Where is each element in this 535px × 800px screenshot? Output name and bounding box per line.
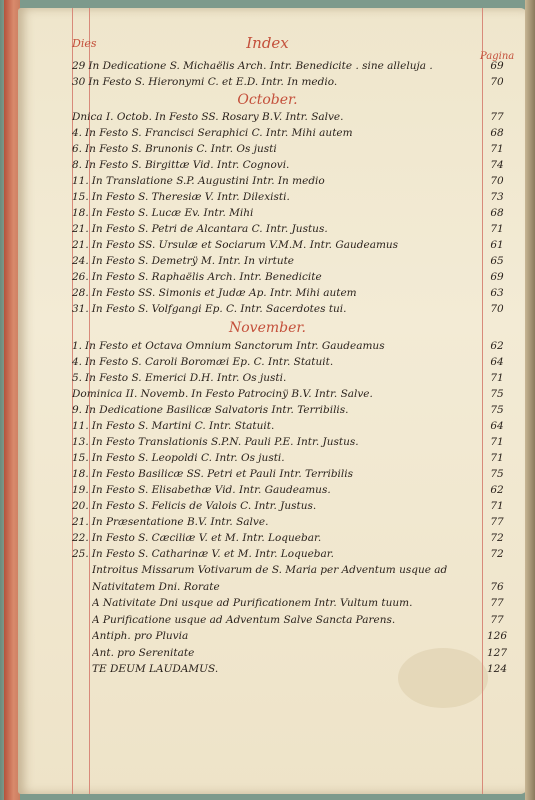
index-entry — [72, 451, 472, 466]
entry-text: In Festo S. Martini C. Intr. Statuit. — [91, 420, 275, 432]
entry-page-number: 76 — [490, 580, 504, 593]
entry-page-number: 65 — [490, 255, 504, 267]
entry-page-number: 72 — [490, 548, 504, 560]
entry-text: In Dedicatione Basilicæ Salvatoris Intr. Terribilis. — [85, 404, 349, 416]
entry-page-number: 68 — [490, 207, 504, 219]
entry-page-number: 71 — [490, 372, 504, 384]
header-dies: Dies — [72, 37, 97, 50]
entry-page-number: 62 — [490, 340, 504, 352]
entry-page-number: 127 — [486, 646, 508, 659]
index-entry — [72, 75, 472, 90]
index-entry — [72, 254, 472, 269]
entry-page-number: 71 — [490, 143, 504, 155]
entry-day: Dnica I. Octob. — [72, 111, 152, 123]
entry-day: 5. — [72, 372, 83, 384]
entry-page-number: 75 — [490, 468, 504, 480]
index-entry — [92, 580, 492, 595]
month-heading-november: November. — [229, 320, 306, 336]
entry-day: 1. — [72, 340, 83, 352]
index-entry — [72, 483, 472, 498]
entry-text: In Festo SS. Ursulæ et Sociarum V.M.M. Intr. Gaudeamus — [91, 239, 399, 251]
entry-text: A Nativitate Dni usque ad Purificationem Intr. Vultum tuum. — [92, 597, 413, 609]
entry-page-number: 64 — [490, 356, 504, 368]
index-entry — [72, 110, 472, 125]
index-entry — [92, 646, 492, 661]
index-entry — [72, 270, 472, 285]
entry-text: In Præsentatione B.V. Intr. Salve. — [91, 516, 269, 528]
entry-day: 21. — [72, 239, 89, 251]
entry-text: In Festo S. Demetrÿ M. Intr. In virtute — [91, 255, 295, 267]
index-entry — [72, 515, 472, 530]
index-entry — [72, 547, 472, 562]
entry-day: 26. — [72, 271, 89, 283]
entry-text: In Festo S. Brunonis C. Intr. Os justi — [85, 143, 277, 155]
entry-page-number: 77 — [490, 516, 504, 528]
index-entry — [72, 403, 472, 418]
entry-page-number: 77 — [490, 613, 504, 626]
entry-day: 15. — [72, 452, 89, 464]
entry-day: 11. — [72, 420, 89, 432]
entry-day: 21. — [72, 516, 89, 528]
index-entry — [72, 142, 472, 157]
index-entry — [72, 222, 472, 237]
index-entry — [72, 355, 472, 370]
entry-page-number: 77 — [490, 597, 504, 609]
entry-page-number: 75 — [490, 404, 504, 416]
entry-day: 18. — [72, 207, 89, 219]
entry-text: In Festo Translationis S.P.N. Pauli P.E. Intr. Justus. — [91, 436, 359, 448]
month-heading-october: October. — [237, 92, 298, 108]
index-entry — [72, 387, 472, 402]
index-entry — [72, 126, 472, 141]
index-entry — [72, 174, 472, 189]
entry-day: 22. — [72, 532, 89, 544]
entry-page-number: 70 — [490, 76, 504, 88]
header-pagina: Pagina — [480, 51, 515, 62]
index-entry — [72, 499, 472, 514]
entry-day: Dominica II. Novemb. — [72, 388, 189, 400]
entry-text: In Festo SS. Rosary B.V. Intr. Salve. — [154, 111, 344, 123]
entry-page-number: 73 — [490, 191, 504, 203]
page-edge-right — [525, 0, 535, 800]
entry-page-number: 74 — [490, 159, 504, 171]
entry-page-number: 68 — [490, 127, 504, 139]
entry-text: In Festo S. Catharinæ V. et M. Intr. Loquebar. — [91, 548, 334, 560]
entry-text: In Festo S. Hieronymi C. et E.D. Intr. In medio. — [88, 76, 338, 88]
entry-day: 25. — [72, 548, 89, 560]
entry-day: 8. — [72, 159, 83, 171]
entry-day: 31. — [72, 303, 89, 315]
entry-text: Nativitatem Dni. Rorate — [92, 580, 220, 593]
entry-text: In Translatione S.P. Augustini Intr. In medio — [91, 175, 325, 187]
entry-text: In Festo S. Raphaëlis Arch. Intr. Benedicite — [91, 271, 322, 283]
entry-text: In Festo S. Petri de Alcantara C. Intr. Justus. — [91, 223, 328, 235]
entry-page-number: 72 — [490, 532, 504, 544]
entry-text: Ant. pro Serenitate — [92, 646, 195, 659]
entry-page-number: 77 — [490, 111, 504, 123]
entry-text: In Festo et Octava Omnium Sanctorum Intr. Gaudeamus — [85, 340, 385, 352]
entry-text: In Festo SS. Simonis et Judæ Ap. Intr. Mihi autem — [91, 287, 357, 299]
entry-page-number: 126 — [486, 630, 508, 642]
index-entry — [92, 563, 492, 578]
entry-page-number: 61 — [490, 239, 504, 251]
header-index: Index — [246, 34, 289, 52]
entry-text: In Festo Patrocinÿ B.V. Intr. Salve. — [191, 388, 373, 400]
entry-page-number: 71 — [490, 223, 504, 235]
index-entry — [72, 419, 472, 434]
index-entry — [72, 158, 472, 173]
index-entry — [92, 613, 492, 628]
entry-day: 11. — [72, 175, 89, 187]
index-entry — [72, 531, 472, 546]
entry-text: In Festo S. Theresiæ V. Intr. Dilexisti. — [91, 191, 290, 203]
index-entry — [92, 629, 492, 644]
index-entry — [72, 435, 472, 450]
entry-text: In Festo S. Felicis de Valois C. Intr. Justus. — [91, 500, 317, 512]
entry-text: In Festo Basilicæ SS. Petri et Pauli Intr. Terribilis — [91, 468, 354, 480]
index-entry — [72, 302, 472, 317]
entry-text: In Festo S. Lucæ Ev. Intr. Mihi — [91, 207, 254, 219]
entry-text: In Dedicatione S. Michaëlis Arch. Intr. Benedicite . sine alleluja . — [88, 60, 433, 72]
entry-day: 9. — [72, 404, 83, 416]
entry-page-number: 69 — [490, 60, 504, 72]
entry-day: 18. — [72, 468, 89, 480]
index-entry — [72, 371, 472, 386]
entry-page-number: 71 — [490, 436, 504, 448]
index-entry — [92, 662, 492, 677]
entry-text: In Festo S. Caroli Boromæi Ep. C. Intr. Statuit. — [85, 356, 334, 368]
entry-text: In Festo S. Elisabethæ Vid. Intr. Gaudeamus. — [91, 484, 331, 496]
entry-day: 13. — [72, 436, 89, 448]
entry-day: 24. — [72, 255, 89, 267]
entry-page-number: 71 — [490, 500, 504, 512]
entry-text: Antiph. pro Pluvia — [92, 630, 189, 642]
entry-day: 29 — [72, 60, 86, 72]
entry-text: A Purificatione usque ad Adventum Salve Sancta Parens. — [92, 613, 396, 626]
entry-text: In Festo S. Francisci Seraphici C. Intr. Mihi autem — [85, 127, 353, 139]
entry-text: Introitus Missarum Votivarum de S. Maria per Adventum usque ad — [92, 564, 448, 576]
index-entry — [72, 467, 472, 482]
entry-day: 19. — [72, 484, 89, 496]
entry-day: 21. — [72, 223, 89, 235]
entry-page-number: 70 — [490, 175, 504, 187]
entry-day: 6. — [72, 143, 83, 155]
index-entry — [72, 190, 472, 205]
index-entry — [72, 339, 472, 354]
entry-day: 30 — [72, 76, 86, 88]
index-entry — [92, 596, 492, 611]
entry-text: In Festo S. Leopoldi C. Intr. Os justi. — [91, 452, 285, 464]
entry-page-number: 70 — [490, 303, 504, 315]
entry-text: TE DEUM LAUDAMUS. — [92, 663, 219, 675]
entry-day: 28. — [72, 287, 89, 299]
entry-page-number: 124 — [486, 663, 508, 675]
entry-day: 15. — [72, 191, 89, 203]
entry-text: In Festo S. Cæciliæ V. et M. Intr. Loquebar. — [91, 532, 322, 544]
index-entry — [72, 286, 472, 301]
entry-day: 4. — [72, 127, 83, 139]
entry-page-number: 75 — [490, 388, 504, 400]
entry-day: 20. — [72, 500, 89, 512]
entry-page-number: 62 — [490, 484, 504, 496]
index-entry — [72, 206, 472, 221]
entry-page-number: 71 — [490, 452, 504, 464]
entry-text: In Festo S. Volfgangi Ep. C. Intr. Sacerdotes tui. — [91, 303, 347, 315]
index-entry — [72, 59, 472, 74]
entry-page-number: 64 — [490, 420, 504, 432]
entry-day: 4. — [72, 356, 83, 368]
entry-text: In Festo S. Birgittæ Vid. Intr. Cognovi. — [85, 159, 290, 171]
entry-text: In Festo S. Emerici D.H. Intr. Os justi. — [85, 372, 287, 384]
entry-page-number: 63 — [490, 287, 504, 299]
index-entry — [72, 238, 472, 253]
entry-page-number: 69 — [490, 271, 504, 283]
